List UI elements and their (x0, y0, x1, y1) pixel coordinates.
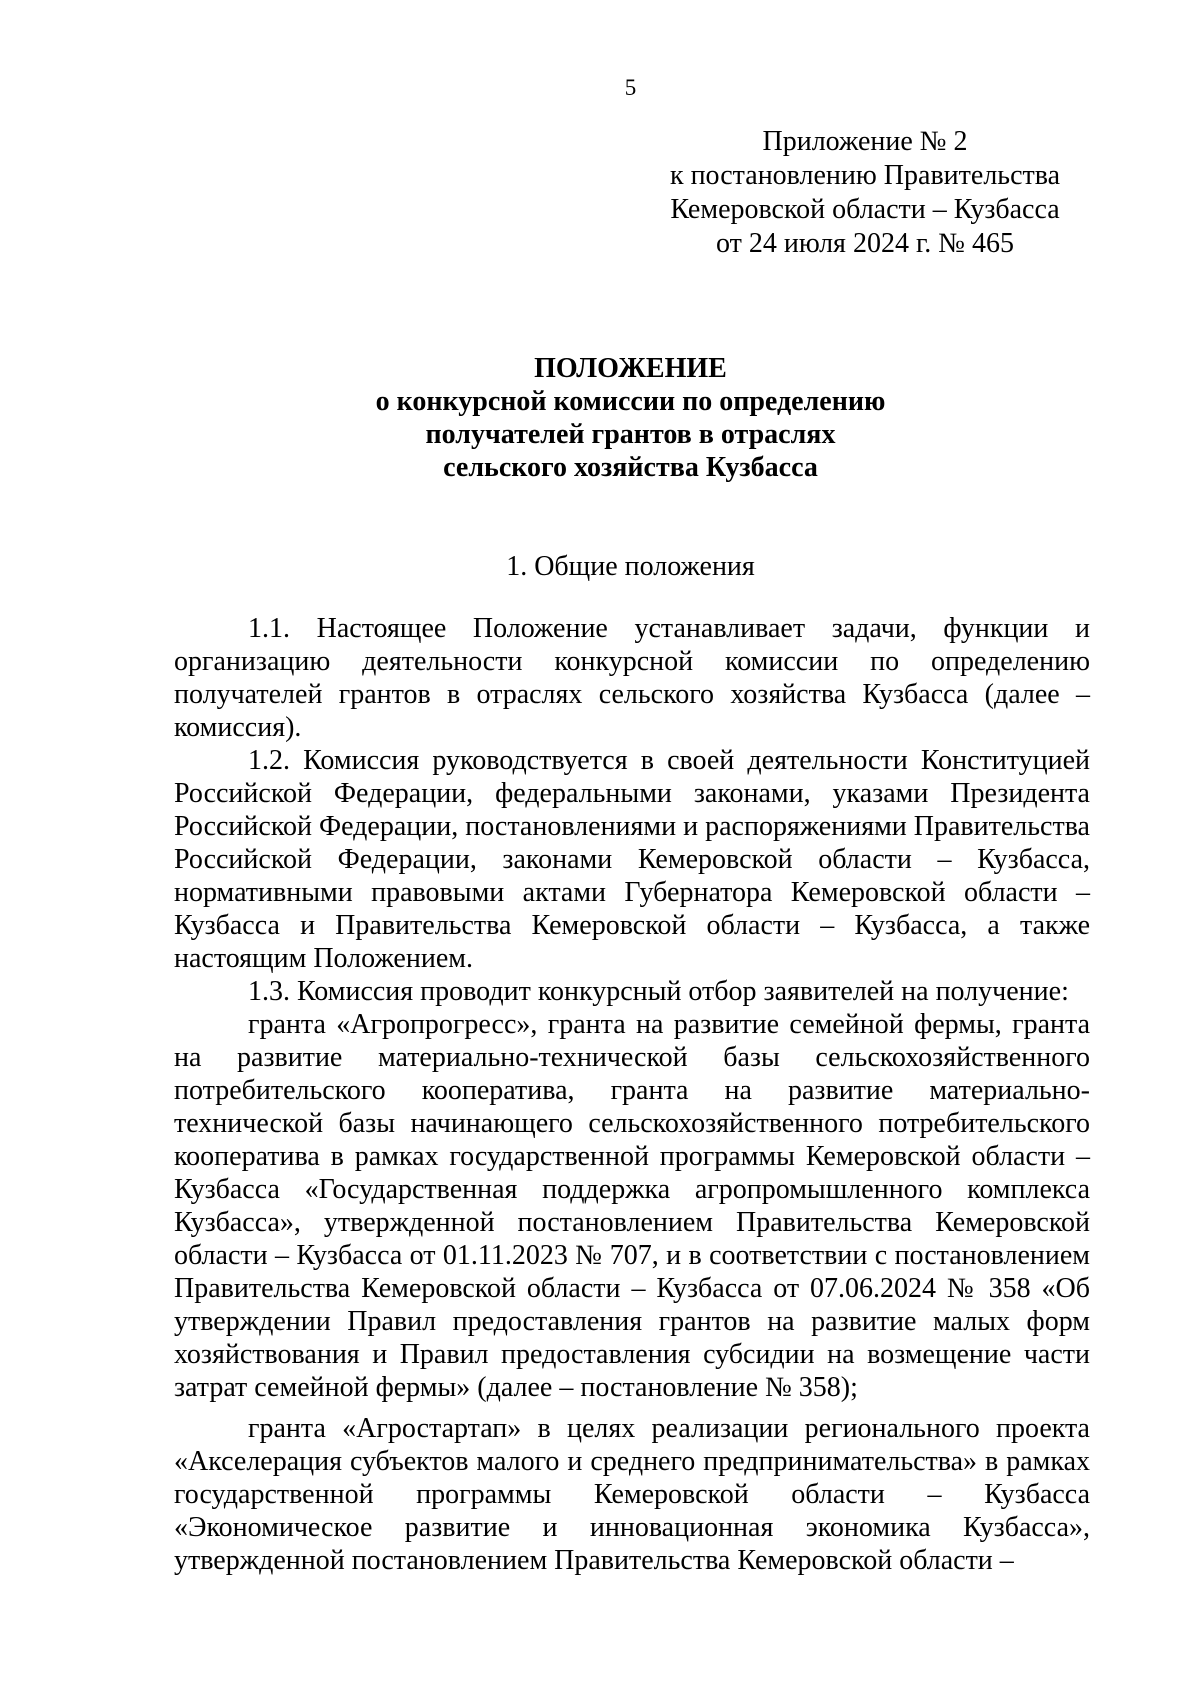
appendix-line: Кемеровской области – Кузбасса (670, 194, 1060, 225)
paragraph-1-2: 1.2. Комиссия руководствуется в своей деятельности Конституцией Российской Федерации, федеральными законами, указами Президента Российской Федерации, постановлениями и распоряжениями Правительства Российской Федерации, законами Кемеровской области – Кузбасса, нормативными правовыми актами Губернатора Кемеровской области – Кузбасса и Правительства Кемеровской области – Кузбасса, а также настоящим Положением. (174, 745, 1090, 974)
appendix-line: Приложение № 2 (762, 126, 968, 157)
body-text (174, 612, 1090, 1577)
paragraph-1-1: 1.1. Настоящее Положение устанавливает задачи, функции и организацию деятельности конкурсной комиссии по определению получателей грантов в отраслях сельского хозяйства Кузбасса (далее – комиссия). (174, 613, 1090, 743)
section-heading: 1. Общие положения (506, 551, 755, 582)
paragraph-1-3: 1.3. Комиссия проводит конкурсный отбор заявителей на получение: (248, 976, 1069, 1007)
appendix-line: от 24 июля 2024 г. № 465 (716, 228, 1014, 259)
title-line: получателей грантов в отраслях (425, 419, 836, 450)
page-number: 5 (624, 75, 637, 100)
paragraph-grant-agroprogress: гранта «Агропрогресс», гранта на развитие семейной фермы, гранта на развитие материально-технической базы сельскохозяйственного потребительского кооператива, гранта на развитие материально-технической базы начинающего сельскохозяйственного потребительского кооператива в рамках государственной программы Кемеровской области – Кузбасса «Государственная поддержка агропромышленного комплекса Кузбасса», утвержденной постановлением Правительства Кемеровской области – Кузбасса от 01.11.2023 № 707, и в соответствии с постановлением Правительства Кемеровской области – Кузбасса от 07.06.2024 № 358 «Об утверждении Правил предоставления грантов на развитие малых форм хозяйствования и Правил предоставления субсидии на возмещение части затрат семейной фермы» (далее – постановление № 358); (174, 1009, 1090, 1403)
document-title (0, 352, 1200, 484)
title-line: о конкурсной комиссии по определению (375, 386, 886, 417)
title-line: ПОЛОЖЕНИЕ (534, 353, 727, 384)
paragraph-grant-agrostartap: гранта «Агростартап» в целях реализации регионального проекта «Акселерация субъектов малого и среднего предпринимательства» в рамках государственной программы Кемеровской области – Кузбасса «Экономическое развитие и инновационная экономика Кузбасса», утвержденной постановлением Правительства Кемеровской области – (174, 1413, 1090, 1576)
appendix-block (640, 125, 1090, 261)
title-line: сельского хозяйства Кузбасса (443, 452, 818, 483)
appendix-line: к постановлению Правительства (669, 160, 1061, 191)
